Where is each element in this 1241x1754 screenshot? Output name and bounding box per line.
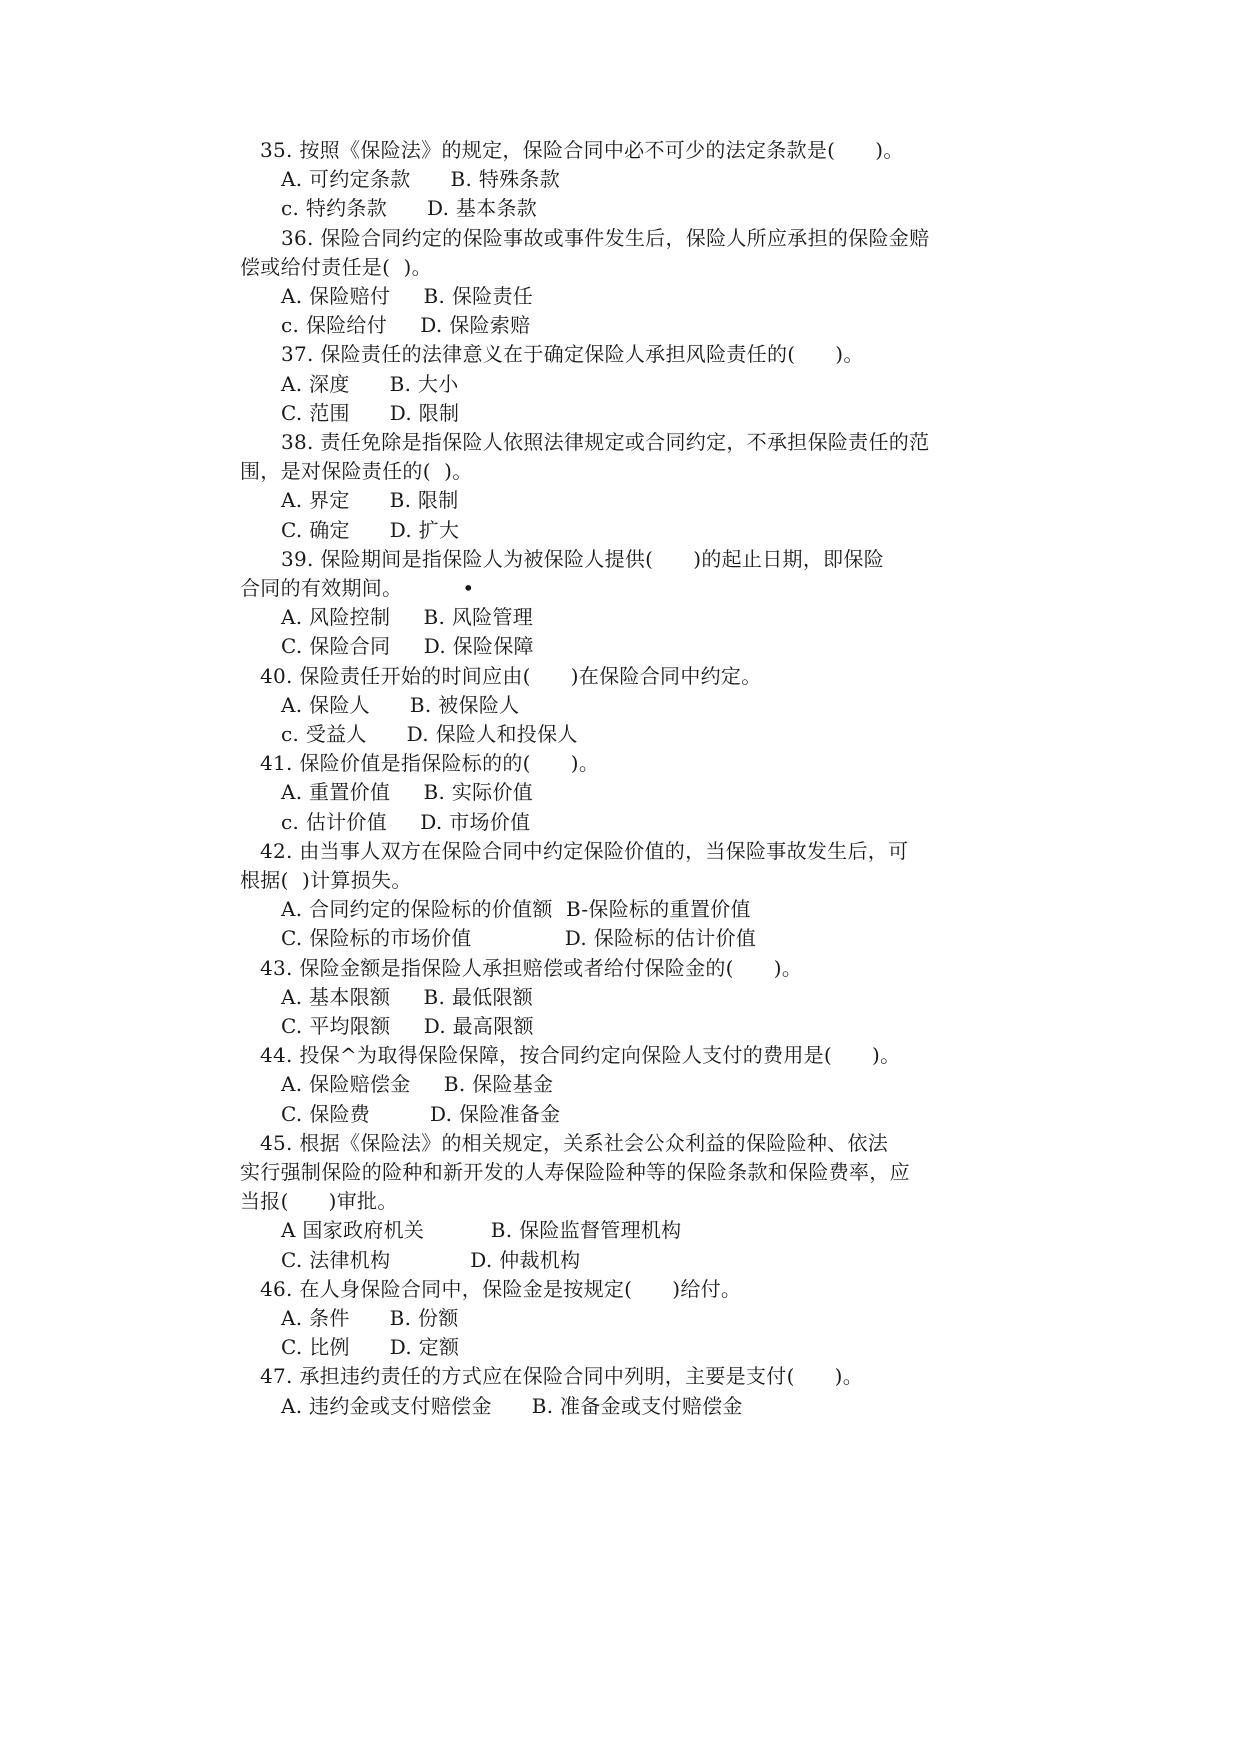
answer-options-line: C. 保险合同 D. 保险保障 — [281, 634, 534, 659]
question-continuation-line: 偿或给付责任是( )。 — [240, 254, 432, 279]
answer-options-line: A. 保险赔付 B. 保险责任 — [281, 284, 534, 308]
answer-options-line: A. 界定 B. 限制 — [281, 488, 459, 513]
answer-options-line: C. 比例 D. 定额 — [281, 1335, 460, 1360]
question-line: 39. 保险期间是指保险人为被保险人提供( )的起止日期，即保险 — [281, 546, 885, 571]
question-line: 35. 按照《保险法》的规定，保险合同中必不可少的法定条款是( )。 — [260, 138, 904, 162]
question-line: 44. 投保^为取得保险保障，按合同约定向保险人支付的费用是( )。 — [260, 1043, 901, 1068]
answer-options-line: c. 特约条款 D. 基本条款 — [281, 196, 538, 221]
answer-options-line: A. 违约金或支付赔偿金 B. 准备金或支付赔偿金 — [281, 1393, 743, 1418]
answer-options-line: C. 保险费 D. 保险准备金 — [281, 1101, 561, 1126]
question-line: 38. 责任免除是指保险人依照法律规定或合同约定，不承担保险责任的范 — [281, 430, 930, 454]
answer-options-line: A. 深度 B. 大小 — [281, 371, 459, 396]
answer-options-line: C. 范围 D. 限制 — [281, 400, 460, 425]
question-continuation-line: 合同的有效期间。 • — [240, 576, 475, 600]
answer-options-line: c. 受益人 D. 保险人和投保人 — [281, 722, 578, 746]
question-line: 46. 在人身保险合同中，保险金是按规定( )给付。 — [260, 1276, 742, 1301]
question-line: 40. 保险责任开始的时间应由( )在保险合同中约定。 — [260, 663, 762, 688]
question-line: 47. 承担违约责任的方式应在保险合同中列明，主要是支付( )。 — [260, 1364, 864, 1389]
answer-options-line: A. 保险赔偿金 B. 保险基金 — [281, 1072, 554, 1097]
question-line: 36. 保险合同约定的保险事故或事件发生后，保险人所应承担的保险金赔 — [281, 225, 930, 250]
answer-options-line: C. 平均限额 D. 最高限额 — [281, 1014, 534, 1038]
question-continuation-line: 根据( )计算损失。 — [240, 868, 412, 892]
question-continuation-line: 实行强制保险的险种和新开发的人寿保险险种等的保险条款和保险费率，应 — [240, 1160, 910, 1184]
answer-options-line: A. 可约定条款 B. 特殊条款 — [281, 167, 561, 192]
question-line: 42. 由当事人双方在保险合同中约定保险价值的，当保险事故发生后，可 — [260, 838, 909, 863]
question-continuation-line: 当报( )审批。 — [240, 1189, 398, 1214]
answer-options-line: A. 基本限额 B. 最低限额 — [281, 984, 534, 1009]
question-line: 41. 保险价值是指保险标的的( )。 — [260, 751, 600, 776]
answer-options-line: A. 风险控制 B. 风险管理 — [281, 605, 534, 630]
question-line: 43. 保险金额是指保险人承担赔偿或者给付保险金的( )。 — [260, 955, 803, 980]
answer-options-line: A. 保险人 B. 被保险人 — [281, 692, 520, 717]
answer-options-line: A 国家政府机关 B. 保险监督管理机构 — [281, 1218, 682, 1243]
answer-options-line: A. 条件 B. 份额 — [281, 1306, 459, 1330]
question-line: 45. 根据《保险法》的相关规定，关系社会公众利益的保险险种、依法 — [260, 1130, 889, 1155]
answer-options-line: c. 保险给付 D. 保险索赔 — [281, 313, 531, 338]
answer-options-line: A. 合同约定的保险标的价值额 B-保险标的重置价值 — [281, 897, 751, 922]
answer-options-line: C. 保险标的市场价值 D. 保险标的估计价值 — [281, 926, 757, 951]
answer-options-line: A. 重置价值 B. 实际价值 — [281, 780, 534, 805]
question-line: 37. 保险责任的法律意义在于确定保险人承担风险责任的( )。 — [281, 342, 864, 367]
answer-options-line: C. 确定 D. 扩大 — [281, 517, 460, 542]
answer-options-line: c. 估计价值 D. 市场价值 — [281, 809, 531, 834]
answer-options-line: C. 法律机构 D. 仲裁机构 — [281, 1247, 581, 1272]
question-continuation-line: 围，是对保险责任的( )。 — [240, 459, 473, 484]
